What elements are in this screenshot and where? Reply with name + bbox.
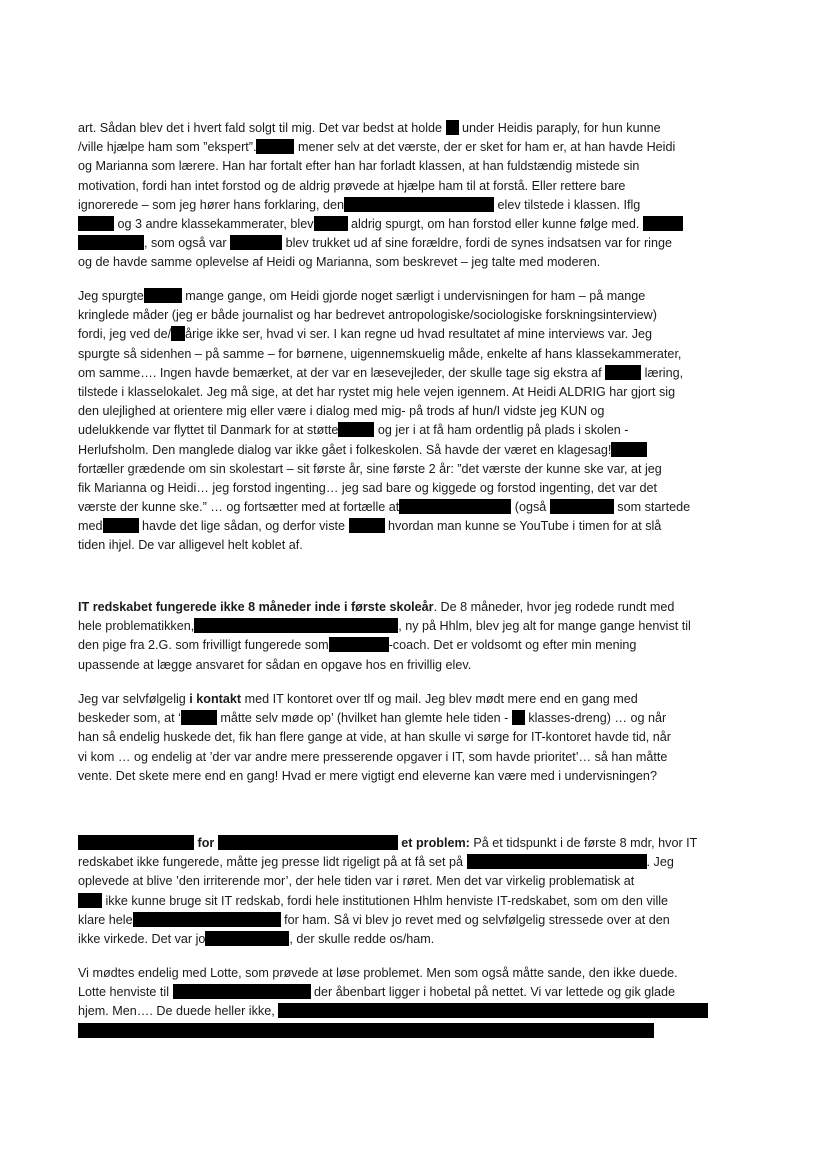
text-line: fortæller grædende om sin skolestart – sit første år, sine første 2 år: ”det værste der kunne ske var, at jeg bbox=[78, 461, 662, 476]
redaction-block bbox=[349, 518, 385, 533]
text-line: , som også var blev trukket ud af sine forældre, fordi de synes indsatsen var for ringe bbox=[78, 234, 758, 253]
text-line: klare hele for ham. Så vi blev jo revet med og selvfølgelig stressede over at den bbox=[78, 912, 670, 927]
redaction-block bbox=[314, 216, 348, 231]
redaction-block bbox=[78, 893, 102, 908]
paragraph-6 bbox=[78, 964, 758, 1041]
text-line: for et problem: På et tidspunkt i de første 8 mdr, hvor IT bbox=[78, 834, 758, 853]
text-line: værste der kunne ske.” … og fortsætter med at fortælle at (også som startede bbox=[78, 500, 691, 515]
redaction-block bbox=[256, 139, 294, 154]
text-line: tiden ihjel. De var alligevel helt koblet af. bbox=[78, 538, 303, 553]
redaction-block bbox=[78, 235, 144, 250]
redaction-block bbox=[643, 216, 683, 231]
redaction-block bbox=[205, 931, 289, 946]
redaction-block bbox=[344, 197, 494, 212]
redaction-block bbox=[173, 984, 311, 999]
text-line: tilstede i klasselokalet. Jeg må sige, at det har rystet mig hele vejen igennem. At Heidi ALDRIG har gjort sig bbox=[78, 384, 676, 399]
redaction-block bbox=[399, 499, 511, 514]
text-line: beskeder som, at ‘ måtte selv møde op’ (hvilket han glemte hele tiden - klasses-dreng) … og når bbox=[78, 711, 667, 726]
text-line: ikke virkede. Det var jo , der skulle redde os/ham. bbox=[78, 931, 435, 946]
redaction-block bbox=[171, 326, 185, 341]
text-line: den pige fra 2.G. som frivilligt fungerede som -coach. Det er voldsomt og efter min mening bbox=[78, 638, 637, 653]
paragraph-2 bbox=[78, 287, 758, 556]
redaction-block bbox=[144, 288, 182, 303]
text-line: med havde det lige sådan, og derfor viste hvordan man kunne se YouTube i timen for at slå bbox=[78, 519, 662, 534]
paragraph-1 bbox=[78, 119, 758, 273]
text-line: oplevede at blive ’den irriterende mor’, der hele tiden var i røret. Men det var virkelig problematisk at bbox=[78, 874, 635, 889]
redaction-block bbox=[550, 499, 614, 514]
text-line: upassende at lægge ansvaret for sådan en opgave hos en frivillig elev. bbox=[78, 657, 472, 672]
text-line: spurgte så sidenhen – på samme – for børnene, uigennemskuelig måde, enkelte af hans klassekammerater, bbox=[78, 346, 682, 361]
text-line: vente. Det skete mere end en gang! Hvad er mere vigtigt end eleverne kan være med i undervisningen? bbox=[78, 768, 657, 783]
text-line: om samme…. Ingen havde bemærket, at der var en læsevejleder, der skulle tage sig ekstra af læring, bbox=[78, 365, 684, 380]
redaction-block bbox=[194, 618, 398, 633]
redaction-block bbox=[512, 710, 525, 725]
redaction-block bbox=[338, 422, 374, 437]
paragraph-3 bbox=[78, 598, 758, 675]
text-line: ignorerede – som jeg hører hans forklaring, den elev tilstede i klassen. Iflg bbox=[78, 197, 641, 212]
redaction-block bbox=[78, 835, 194, 850]
text-line: Jeg spurgte mange gange, om Heidi gjorde noget særligt i undervisningen for ham – på mange bbox=[78, 289, 646, 303]
text-line: hele problematikken, , ny på Hhlm, blev jeg alt for mange gange henvist til bbox=[78, 619, 691, 634]
redaction-block bbox=[329, 637, 389, 652]
redaction-block bbox=[133, 912, 281, 927]
text-line: Vi mødtes endelig med Lotte, som prøvede at løse problemet. Men som også måtte sande, den ikke duede. bbox=[78, 966, 678, 980]
text-line: og Marianna som lærere. Han har fortalt efter han har forladt klassen, at han fuldstændig mistede sin bbox=[78, 159, 640, 174]
text-line: art. Sådan blev det i hvert fald solgt til mig. Det var bedst at holde under Heidis paraply, for hun kunne bbox=[78, 121, 661, 135]
text-line: og 3 andre klassekammerater, blev aldrig spurgt, om han forstod eller kunne følge med. bbox=[78, 215, 758, 234]
text-line: IT redskabet fungerede ikke 8 måneder inde i første skoleår. De 8 måneder, hvor jeg rodede rundt med bbox=[78, 600, 675, 614]
redaction-block bbox=[467, 854, 647, 869]
redaction-block bbox=[218, 835, 398, 850]
text-line: Jeg var selvfølgelig i kontakt med IT kontoret over tlf og mail. Jeg blev mødt mere end en gang med bbox=[78, 692, 638, 706]
redaction-block bbox=[78, 1023, 654, 1038]
text-line: hjem. Men…. De duede heller ikke, bbox=[78, 1002, 758, 1021]
paragraph-4 bbox=[78, 690, 758, 786]
text-line: udelukkende var flyttet til Danmark for at støtte og jer i at få ham ordentlig på plads i skolen - bbox=[78, 423, 629, 438]
text-line: kringlede måder (jeg er både journalist og har bedrevet antropologiske/sociologiske forskningsinterview) bbox=[78, 308, 657, 323]
text-line: /ville hjælpe ham som ”ekspert”. mener selv at det værste, der er sket for ham er, at han havde Heidi bbox=[78, 140, 676, 155]
redaction-block bbox=[230, 235, 282, 250]
text-line: han så endelig huskede det, fik han flere gange at vide, at han skulle vi sørge for IT-kontoret havde tid, når bbox=[78, 730, 671, 745]
text-line: Lotte henviste til der åbenbart ligger i hobetal på nettet. Vi var lettede og gik glade bbox=[78, 985, 676, 1000]
redaction-block bbox=[278, 1003, 708, 1018]
redaction-block bbox=[181, 710, 217, 725]
text-line: fordi, jeg ved de/ årige ikke ser, hvad vi ser. I kan regne ud hvad resultatet af mine interviews var. Jeg bbox=[78, 327, 653, 342]
text-line: vi kom … og endelig at ’der var andre mere presserende opgaver i IT, som havde prioritet’… så han måtte bbox=[78, 749, 668, 764]
text-line: ikke kunne bruge sit IT redskab, fordi hele institutionen Hhlm henviste IT-redskabet, som om den ville bbox=[78, 892, 758, 911]
redaction-block bbox=[611, 442, 647, 457]
redaction-block bbox=[103, 518, 139, 533]
text-line: motivation, fordi han intet forstod og de aldrig prøvede at hjælpe ham til at forstå. Eller rettere bare bbox=[78, 178, 626, 193]
redaction-block bbox=[446, 120, 459, 135]
redaction-block bbox=[78, 216, 114, 231]
text-line: fik Marianna og Heidi… jeg forstod ingenting… jeg sad bare og kiggede og forstod ingenting, det var det bbox=[78, 480, 657, 495]
redaction-block bbox=[605, 365, 641, 380]
text-line bbox=[78, 1022, 758, 1041]
text-line: og de havde samme oplevelse af Heidi og Marianna, som beskrevet – jeg talte med moderen. bbox=[78, 255, 601, 270]
paragraph-5 bbox=[78, 834, 758, 949]
text-line: den ulejlighed at orientere mig eller være i dialog med mig- på trods af hun/I vidste jeg KUN og bbox=[78, 404, 605, 419]
text-line: Herlufsholm. Den manglede dialog var ikke gået i folkeskolen. Så havde der været en klagesag! bbox=[78, 441, 758, 460]
text-line: redskabet ikke fungerede, måtte jeg presse lidt rigeligt på at få set på . Jeg bbox=[78, 855, 674, 870]
